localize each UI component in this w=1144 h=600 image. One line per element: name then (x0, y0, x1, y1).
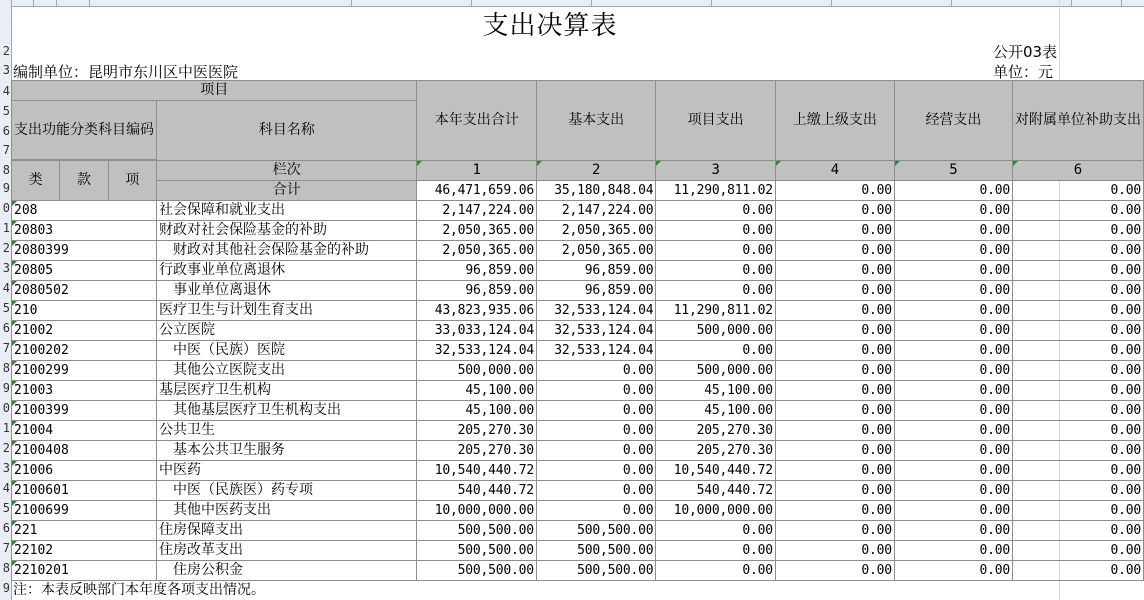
amount-cell[interactable]: 0.00 (894, 281, 1012, 301)
amount-cell[interactable]: 0.00 (656, 281, 775, 301)
amount-cell[interactable]: 205,270.30 (656, 421, 775, 441)
amount-cell[interactable]: 0.00 (894, 421, 1012, 441)
cell-marker-icon (1013, 161, 1018, 166)
amount-cell[interactable]: 2,147,224.00 (536, 201, 655, 221)
row-number[interactable]: 1 (2, 221, 10, 235)
column-divider (711, 0, 712, 6)
table-row[interactable] (12, 401, 1144, 421)
amount-cell[interactable]: 540,440.72 (656, 481, 775, 501)
amount-cell[interactable]: 45,100.00 (417, 401, 536, 421)
row-number[interactable]: 2 (2, 441, 10, 455)
amount-cell[interactable]: 0.00 (536, 441, 655, 461)
subject-name-cell[interactable]: 公立医院 (157, 321, 417, 341)
amount-cell[interactable]: 500,500.00 (536, 541, 655, 561)
table-row[interactable] (12, 461, 1144, 481)
row-number[interactable]: 8 (2, 561, 10, 575)
function-code-cell[interactable]: 21003 (12, 381, 157, 401)
subject-name-cell[interactable]: 住房改革支出 (157, 541, 417, 561)
amount-cell[interactable]: 0.00 (1012, 541, 1143, 561)
amount-cell[interactable]: 2,050,365.00 (536, 221, 655, 241)
total-cell[interactable]: 0.00 (775, 181, 894, 201)
cell-marker-icon (12, 501, 17, 506)
amount-cell[interactable]: 0.00 (1012, 281, 1143, 301)
total-cell[interactable]: 35,180,848.04 (536, 181, 655, 201)
cell-marker-icon (12, 221, 17, 226)
header-lanci[interactable]: 栏次 (157, 161, 417, 181)
row-number[interactable]: 6 (2, 124, 10, 138)
subject-name-cell[interactable]: 其他公立医院支出 (157, 361, 417, 381)
amount-cell[interactable]: 0.00 (894, 441, 1012, 461)
currency-unit[interactable]: 单位：元 (993, 63, 1054, 81)
subject-name-cell[interactable]: 其他中医药支出 (157, 501, 417, 521)
amount-cell[interactable]: 0.00 (536, 421, 655, 441)
amount-cell[interactable]: 0.00 (894, 501, 1012, 521)
amount-cell[interactable]: 0.00 (775, 541, 894, 561)
amount-cell[interactable]: 32,533,124.04 (536, 301, 655, 321)
amount-cell[interactable]: 45,100.00 (656, 401, 775, 421)
column-divider (33, 0, 34, 6)
col-number-3[interactable]: 3 (656, 161, 775, 181)
cell-marker-icon (12, 461, 17, 466)
amount-cell[interactable]: 32,533,124.04 (536, 341, 655, 361)
amount-cell[interactable]: 0.00 (656, 201, 775, 221)
header-item[interactable]: 项目 (12, 81, 417, 101)
amount-cell[interactable]: 0.00 (775, 461, 894, 481)
amount-cell[interactable]: 33,033,124.04 (417, 321, 536, 341)
cell-marker-icon (12, 301, 17, 306)
row-number[interactable]: 4 (2, 84, 10, 98)
subject-name-cell[interactable]: 中医（民族医）药专项 (157, 481, 417, 501)
function-code-cell[interactable]: 2100601 (12, 481, 157, 501)
amount-cell[interactable]: 500,500.00 (417, 561, 536, 581)
table-row[interactable] (12, 201, 1144, 221)
column-divider (471, 0, 472, 6)
amount-cell[interactable]: 2,147,224.00 (417, 201, 536, 221)
amount-cell[interactable]: 0.00 (1012, 461, 1143, 481)
row-number[interactable]: 9 (2, 381, 10, 395)
cell-marker-icon (12, 441, 17, 446)
header-func-code[interactable]: 支出功能分类科目编码 (12, 101, 157, 160)
amount-cell[interactable]: 0.00 (656, 221, 775, 241)
function-code-cell[interactable]: 2100299 (12, 361, 157, 381)
amount-cell[interactable]: 2,050,365.00 (417, 241, 536, 261)
table-number[interactable]: 公开03表 (993, 43, 1058, 61)
amount-cell[interactable]: 0.00 (1012, 521, 1143, 541)
amount-cell[interactable]: 0.00 (1012, 421, 1143, 441)
row-number[interactable]: 3 (2, 461, 10, 475)
amount-cell[interactable]: 500,000.00 (656, 321, 775, 341)
total-cell[interactable]: 0.00 (894, 181, 1012, 201)
amount-cell[interactable]: 0.00 (775, 301, 894, 321)
cell-marker-icon (12, 521, 17, 526)
cell-marker-icon (12, 541, 17, 546)
row-number[interactable]: 7 (2, 341, 10, 355)
row-number[interactable]: 0 (2, 201, 10, 215)
amount-cell[interactable]: 0.00 (775, 401, 894, 421)
total-cell[interactable]: 46,471,659.06 (417, 181, 536, 201)
cell-marker-icon (12, 321, 17, 326)
amount-cell[interactable]: 45,100.00 (656, 381, 775, 401)
table-row[interactable] (12, 501, 1144, 521)
amount-cell[interactable]: 0.00 (536, 361, 655, 381)
col-number-5[interactable]: 5 (894, 161, 1012, 181)
amount-cell[interactable]: 0.00 (775, 321, 894, 341)
amount-cell[interactable]: 0.00 (894, 401, 1012, 421)
function-code-cell[interactable]: 21004 (12, 421, 157, 441)
row-number[interactable]: 6 (2, 521, 10, 535)
subject-name-cell[interactable]: 医疗卫生与计划生育支出 (157, 301, 417, 321)
total-cell[interactable]: 11,290,811.02 (656, 181, 775, 201)
table-row[interactable] (12, 361, 1144, 381)
amount-cell[interactable]: 0.00 (1012, 221, 1143, 241)
amount-cell[interactable]: 0.00 (894, 221, 1012, 241)
column-divider (351, 0, 352, 6)
subject-name-cell[interactable]: 行政事业单位离退休 (157, 261, 417, 281)
amount-cell[interactable]: 500,000.00 (656, 361, 775, 381)
amount-cell[interactable]: 0.00 (536, 401, 655, 421)
amount-cell[interactable]: 0.00 (656, 241, 775, 261)
function-code-cell[interactable]: 2100408 (12, 441, 157, 461)
cell-marker-icon (12, 401, 17, 406)
column-divider (591, 0, 592, 6)
amount-cell[interactable]: 10,000,000.00 (656, 501, 775, 521)
amount-cell[interactable]: 0.00 (775, 381, 894, 401)
column-divider (89, 0, 90, 6)
header-kuan[interactable]: 款 (60, 161, 108, 201)
amount-cell[interactable]: 2,050,365.00 (536, 241, 655, 261)
row-number[interactable]: 7 (2, 541, 10, 555)
compiling-unit[interactable]: 编制单位：昆明市东川区中医医院 (13, 63, 239, 81)
row-number[interactable]: 4 (2, 481, 10, 495)
amount-cell[interactable]: 0.00 (775, 241, 894, 261)
amount-cell[interactable]: 0.00 (1012, 261, 1143, 281)
row-number[interactable]: 1 (2, 421, 10, 435)
function-code-cell[interactable]: 221 (12, 521, 157, 541)
function-code-cell[interactable]: 2100202 (12, 341, 157, 361)
table-note[interactable]: 注：本表反映部门本年度各项支出情况。 (13, 582, 265, 598)
amount-cell[interactable]: 0.00 (775, 201, 894, 221)
amount-cell[interactable]: 0.00 (1012, 441, 1143, 461)
amount-cell[interactable]: 500,000.00 (417, 361, 536, 381)
col-number-6[interactable]: 6 (1012, 161, 1143, 181)
amount-cell[interactable]: 0.00 (656, 561, 775, 581)
amount-cell[interactable]: 540,440.72 (417, 481, 536, 501)
table-row[interactable] (12, 241, 1144, 261)
amount-cell[interactable]: 0.00 (775, 361, 894, 381)
amount-cell[interactable]: 0.00 (894, 301, 1012, 321)
expenditure-table (11, 80, 1144, 581)
table-row[interactable] (12, 381, 1144, 401)
header-total-label[interactable]: 合计 (157, 181, 417, 201)
header-xiang[interactable]: 项 (108, 161, 156, 201)
amount-cell[interactable]: 0.00 (894, 541, 1012, 561)
amount-cell[interactable]: 0.00 (894, 461, 1012, 481)
amount-cell[interactable]: 205,270.30 (417, 441, 536, 461)
table-row[interactable] (12, 521, 1144, 541)
amount-cell[interactable]: 205,270.30 (656, 441, 775, 461)
subject-name-cell[interactable]: 中医（民族）医院 (157, 341, 417, 361)
cell-marker-icon (12, 481, 17, 486)
amount-cell[interactable]: 500,500.00 (417, 521, 536, 541)
col-number-2[interactable]: 2 (536, 161, 655, 181)
amount-cell[interactable]: 0.00 (1012, 561, 1143, 581)
cell-marker-icon (12, 261, 17, 266)
amount-cell[interactable]: 0.00 (1012, 201, 1143, 221)
row-number[interactable]: 2 (2, 44, 10, 58)
amount-cell[interactable]: 0.00 (1012, 481, 1143, 501)
amount-cell[interactable]: 2,050,365.00 (417, 221, 536, 241)
function-code-cell[interactable]: 20805 (12, 261, 157, 281)
amount-cell[interactable]: 0.00 (894, 241, 1012, 261)
column-header-strip[interactable] (11, 0, 1144, 7)
amount-cell[interactable]: 45,100.00 (417, 381, 536, 401)
cell-marker-icon (12, 561, 17, 566)
header-subject-name[interactable]: 科目名称 (157, 101, 417, 161)
amount-cell[interactable]: 0.00 (1012, 401, 1143, 421)
table-row[interactable] (12, 561, 1144, 581)
amount-cell[interactable]: 32,533,124.04 (536, 321, 655, 341)
amount-cell[interactable]: 10,540,440.72 (417, 461, 536, 481)
row-number[interactable]: 9 (2, 581, 10, 595)
header-col-subsidy[interactable]: 对附属单位补助支出 (1012, 81, 1143, 161)
amount-cell[interactable]: 0.00 (775, 521, 894, 541)
amount-cell[interactable]: 0.00 (775, 221, 894, 241)
table-row[interactable] (12, 301, 1144, 321)
amount-cell[interactable]: 0.00 (894, 381, 1012, 401)
amount-cell[interactable]: 0.00 (894, 201, 1012, 221)
function-code-cell[interactable]: 208 (12, 201, 157, 221)
amount-cell[interactable]: 32,533,124.04 (417, 341, 536, 361)
table-row[interactable] (12, 281, 1144, 301)
row-number[interactable]: 5 (2, 104, 10, 118)
row-number[interactable]: 9 (2, 181, 10, 195)
amount-cell[interactable]: 11,290,811.02 (656, 301, 775, 321)
amount-cell[interactable]: 0.00 (656, 521, 775, 541)
table-row[interactable] (12, 321, 1144, 341)
header-col-total[interactable]: 本年支出合计 (417, 81, 536, 161)
row-number[interactable]: 3 (2, 63, 10, 77)
column-divider (56, 0, 57, 6)
col-number-4[interactable]: 4 (775, 161, 894, 181)
amount-cell[interactable]: 0.00 (775, 261, 894, 281)
table-row[interactable] (12, 541, 1144, 561)
amount-cell[interactable]: 0.00 (775, 501, 894, 521)
table-row[interactable] (12, 221, 1144, 241)
function-code-cell[interactable]: 2100699 (12, 501, 157, 521)
row-number[interactable]: 4 (2, 281, 10, 295)
amount-cell[interactable]: 0.00 (894, 321, 1012, 341)
amount-cell[interactable]: 500,500.00 (417, 541, 536, 561)
subject-name-cell[interactable]: 住房公积金 (157, 561, 417, 581)
amount-cell[interactable]: 96,859.00 (417, 281, 536, 301)
header-col-remit[interactable]: 上缴上级支出 (775, 81, 894, 161)
cell-marker-icon (537, 161, 542, 166)
row-number[interactable]: 5 (2, 501, 10, 515)
header-col-basic[interactable]: 基本支出 (536, 81, 655, 161)
table-row[interactable] (12, 421, 1144, 441)
cell-marker-icon (12, 361, 17, 366)
amount-cell[interactable]: 0.00 (1012, 301, 1143, 321)
subject-name-cell[interactable]: 事业单位离退休 (157, 281, 417, 301)
subject-name-cell[interactable]: 住房保障支出 (157, 521, 417, 541)
function-code-cell[interactable]: 2210201 (12, 561, 157, 581)
amount-cell[interactable]: 96,859.00 (536, 281, 655, 301)
amount-cell[interactable]: 0.00 (894, 261, 1012, 281)
cell-marker-icon (12, 281, 17, 286)
column-divider (951, 0, 952, 6)
subject-name-cell[interactable]: 公共卫生 (157, 421, 417, 441)
function-code-cell[interactable]: 22102 (12, 541, 157, 561)
amount-cell[interactable]: 96,859.00 (417, 261, 536, 281)
amount-cell[interactable]: 0.00 (656, 541, 775, 561)
amount-cell[interactable]: 96,859.00 (536, 261, 655, 281)
col-number-1[interactable]: 1 (417, 161, 536, 181)
cell-marker-icon (656, 161, 661, 166)
amount-cell[interactable]: 0.00 (536, 481, 655, 501)
column-divider (1071, 0, 1072, 6)
row-number[interactable]: 3 (2, 261, 10, 275)
table-row[interactable] (12, 261, 1144, 281)
report-title[interactable]: 支出决算表 (482, 11, 618, 41)
header-col-project[interactable]: 项目支出 (656, 81, 775, 161)
table-row[interactable] (12, 481, 1144, 501)
amount-cell[interactable]: 10,000,000.00 (417, 501, 536, 521)
amount-cell[interactable]: 0.00 (656, 341, 775, 361)
row-number[interactable]: 8 (2, 361, 10, 375)
amount-cell[interactable]: 0.00 (775, 481, 894, 501)
cell-marker-icon (12, 421, 17, 426)
cell-marker-icon (12, 341, 17, 346)
amount-cell[interactable]: 0.00 (1012, 361, 1143, 381)
function-code-cell[interactable]: 20803 (12, 221, 157, 241)
row-number[interactable]: 8 (2, 163, 10, 177)
function-code-cell[interactable]: 2100399 (12, 401, 157, 421)
table-row[interactable] (12, 341, 1144, 361)
amount-cell[interactable]: 500,500.00 (536, 561, 655, 581)
cell-marker-icon (12, 201, 17, 206)
function-code-cell[interactable]: 21002 (12, 321, 157, 341)
function-code-cell[interactable]: 2080502 (12, 281, 157, 301)
amount-cell[interactable]: 0.00 (894, 481, 1012, 501)
subject-name-cell[interactable]: 基本公共卫生服务 (157, 441, 417, 461)
amount-cell[interactable]: 0.00 (775, 281, 894, 301)
column-divider (831, 0, 832, 6)
function-code-cell[interactable]: 21006 (12, 461, 157, 481)
amount-cell[interactable]: 0.00 (775, 561, 894, 581)
subject-name-cell[interactable]: 社会保障和就业支出 (157, 201, 417, 221)
amount-cell[interactable]: 0.00 (536, 461, 655, 481)
amount-cell[interactable]: 0.00 (894, 341, 1012, 361)
subject-name-cell[interactable]: 其他基层医疗卫生机构支出 (157, 401, 417, 421)
amount-cell[interactable]: 0.00 (536, 501, 655, 521)
cell-marker-icon (417, 161, 422, 166)
amount-cell[interactable]: 0.00 (536, 381, 655, 401)
header-col-business[interactable]: 经营支出 (894, 81, 1012, 161)
amount-cell[interactable]: 0.00 (775, 421, 894, 441)
cell-marker-icon (776, 161, 781, 166)
header-lei[interactable]: 类 (12, 161, 60, 201)
amount-cell[interactable]: 0.00 (1012, 321, 1143, 341)
cell-marker-icon (12, 241, 17, 246)
row-number[interactable]: 6 (2, 321, 10, 335)
amount-cell[interactable]: 43,823,935.06 (417, 301, 536, 321)
amount-cell[interactable]: 0.00 (656, 261, 775, 281)
amount-cell[interactable]: 0.00 (894, 561, 1012, 581)
subject-name-cell[interactable]: 中医药 (157, 461, 417, 481)
amount-cell[interactable]: 0.00 (1012, 241, 1143, 261)
amount-cell[interactable]: 0.00 (894, 521, 1012, 541)
amount-cell[interactable]: 0.00 (775, 441, 894, 461)
row-number[interactable]: 5 (2, 301, 10, 315)
amount-cell[interactable]: 10,540,440.72 (656, 461, 775, 481)
amount-cell[interactable]: 500,500.00 (536, 521, 655, 541)
subject-name-cell[interactable]: 财政对社会保险基金的补助 (157, 221, 417, 241)
amount-cell[interactable]: 0.00 (1012, 501, 1143, 521)
row-number[interactable]: 7 (2, 143, 10, 157)
amount-cell[interactable]: 205,270.30 (417, 421, 536, 441)
row-number[interactable]: 0 (2, 401, 10, 415)
amount-cell[interactable]: 0.00 (1012, 381, 1143, 401)
function-code-cell[interactable]: 210 (12, 301, 157, 321)
amount-cell[interactable]: 0.00 (1012, 341, 1143, 361)
row-number[interactable]: 2 (2, 241, 10, 255)
cell-marker-icon (895, 161, 900, 166)
function-code-cell[interactable]: 2080399 (12, 241, 157, 261)
cell-marker-icon (12, 381, 17, 386)
amount-cell[interactable]: 0.00 (894, 361, 1012, 381)
total-cell[interactable]: 0.00 (1012, 181, 1143, 201)
subject-name-cell[interactable]: 财政对其他社会保险基金的补助 (157, 241, 417, 261)
column-divider (1121, 0, 1122, 6)
amount-cell[interactable]: 0.00 (775, 341, 894, 361)
table-row[interactable] (12, 441, 1144, 461)
subject-name-cell[interactable]: 基层医疗卫生机构 (157, 381, 417, 401)
